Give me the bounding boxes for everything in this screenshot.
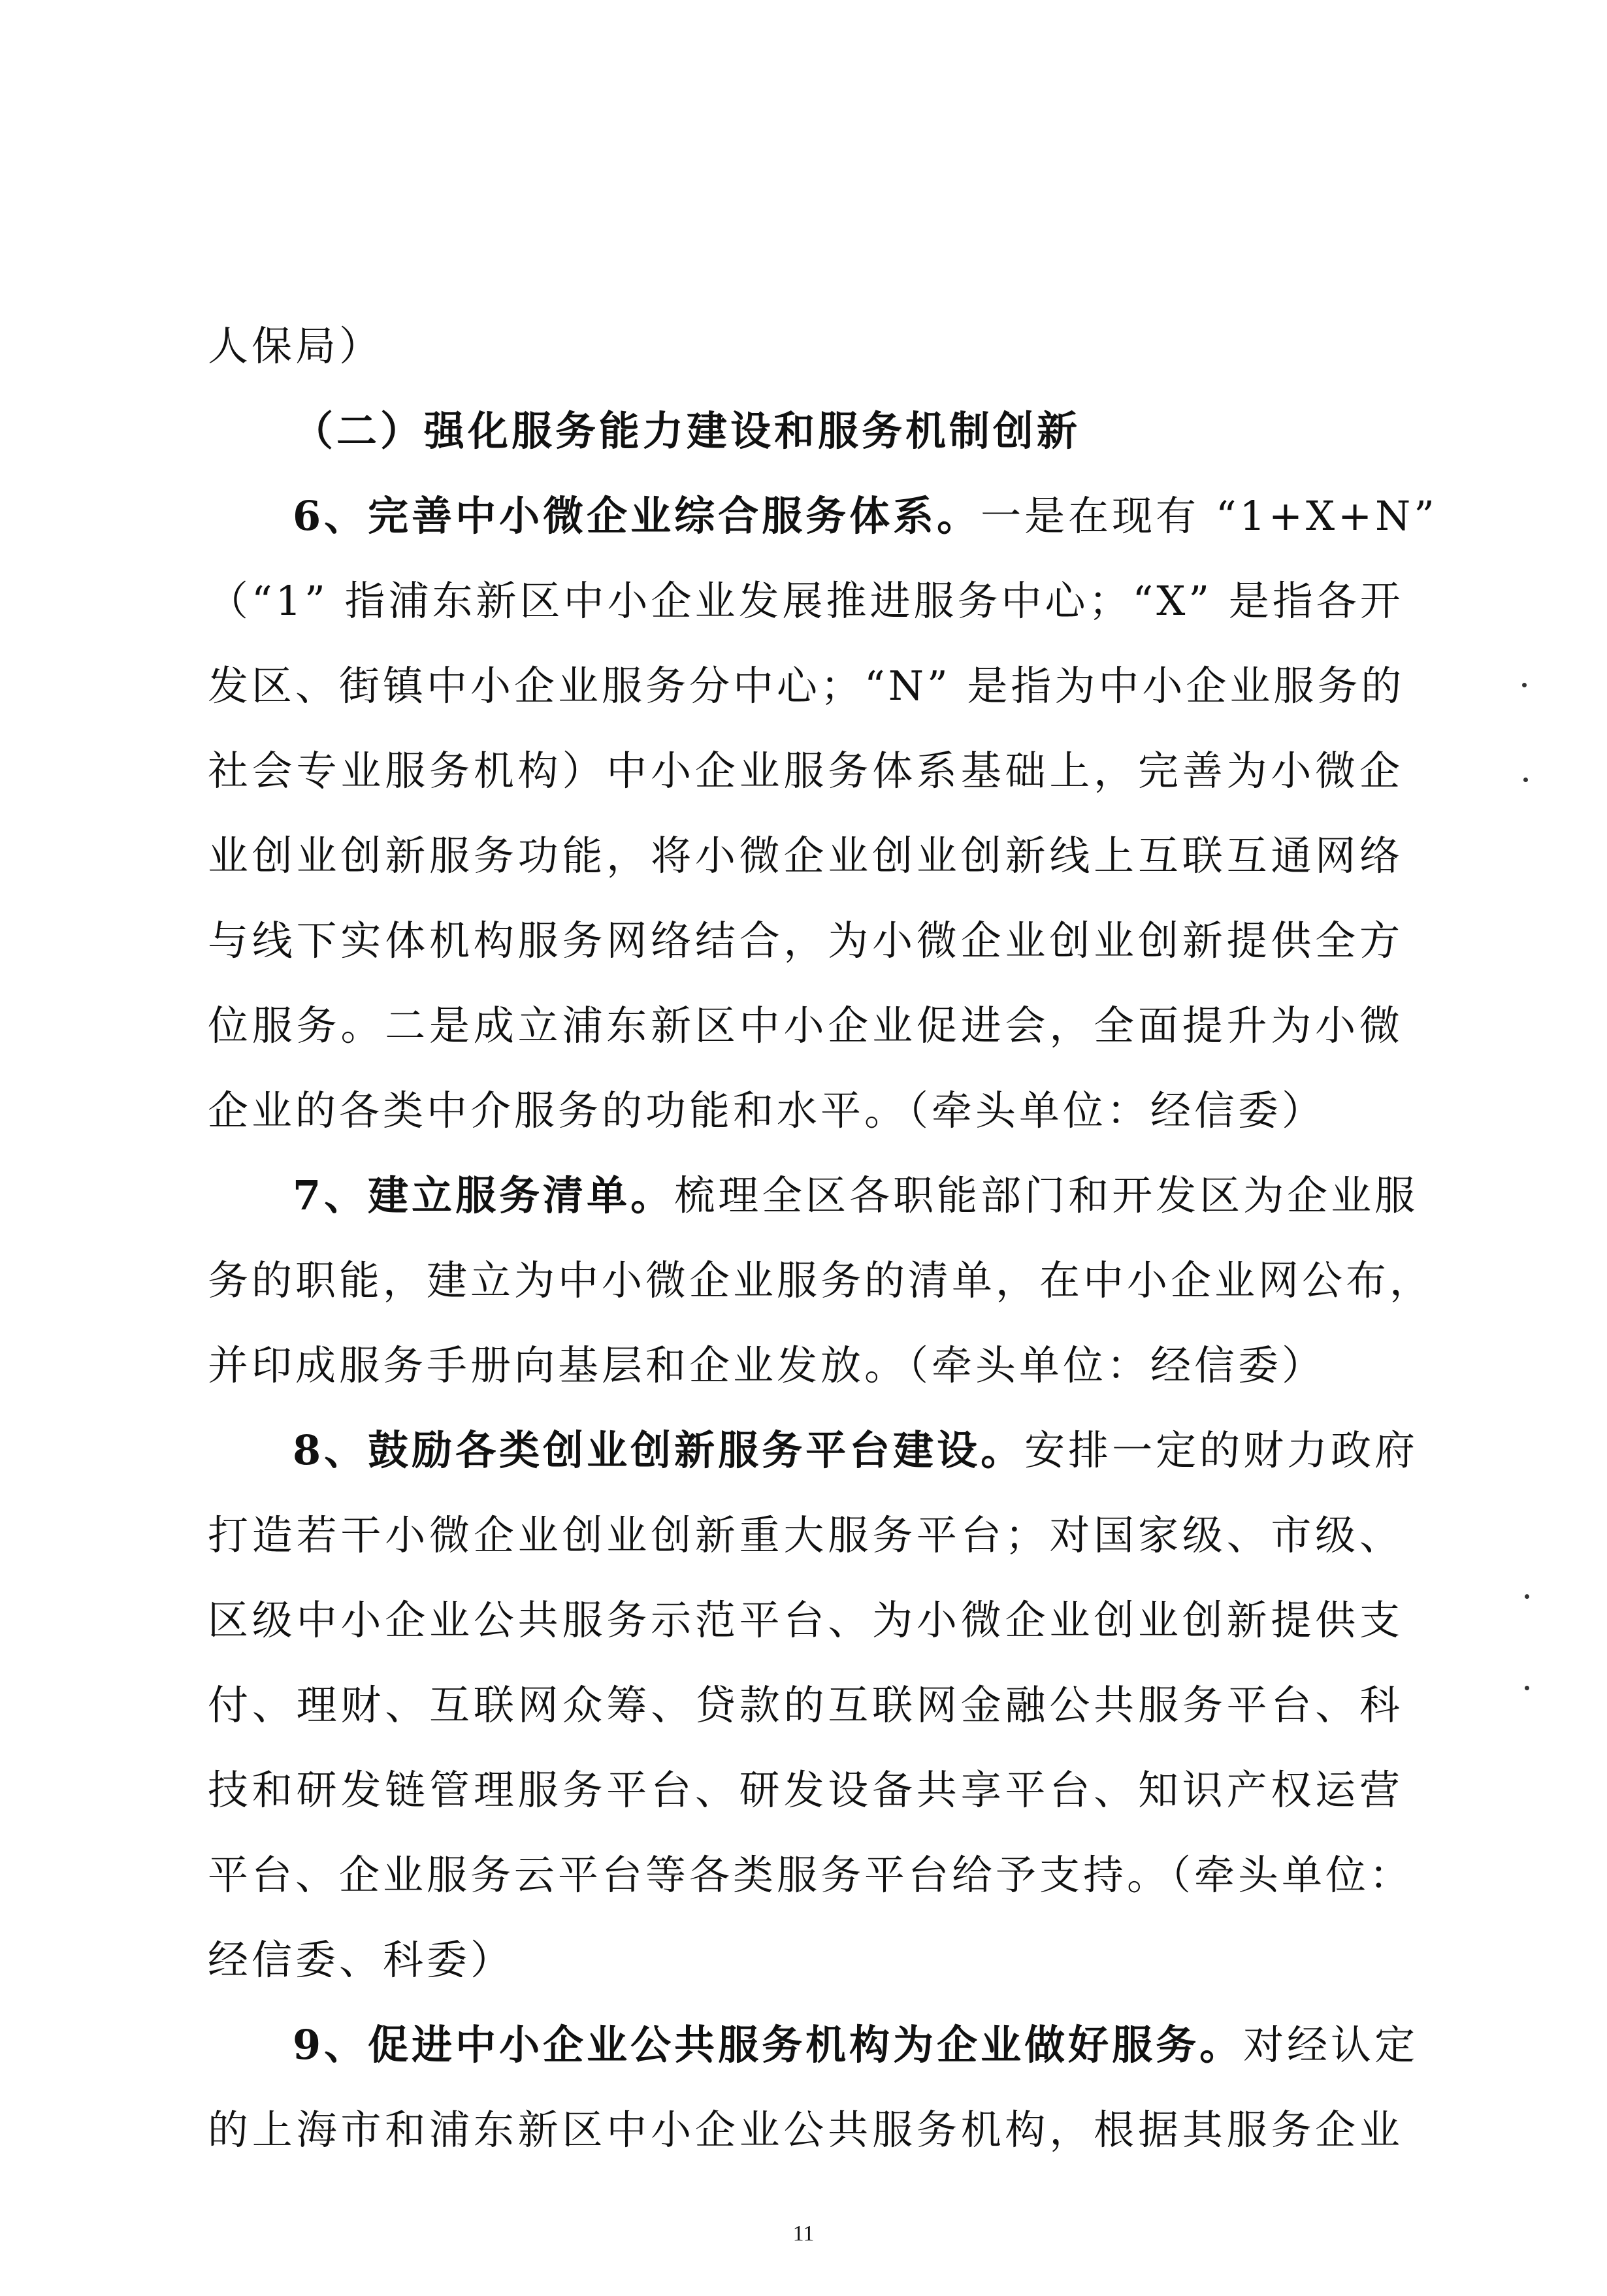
item-8-heading-line: 8、鼓励各类创业创新服务平台建设。安排一定的财力政府 — [293, 1426, 1419, 1474]
scan-speck — [1522, 683, 1527, 687]
scan-speck — [1523, 778, 1528, 782]
text-line: 并印成服务手册向基层和企业发放。（牵头单位：经信委） — [208, 1341, 1326, 1389]
text-line: 付、理财、互联网众筹、贷款的互联网金融公共服务平台、科 — [208, 1681, 1403, 1729]
text-line: 务的职能，建立为中小微企业服务的清单，在中小企业网公布， — [208, 1256, 1434, 1304]
text-line: 社会专业服务机构）中小企业服务体系基础上，完善为小微企 — [208, 747, 1403, 795]
text-line: 发区、街镇中小企业服务分中心；“N” 是指为中小企业服务的 — [208, 662, 1405, 710]
text-line: 技和研发链管理服务平台、研发设备共享平台、知识产权运营 — [208, 1766, 1403, 1814]
scan-speck — [1525, 1594, 1529, 1599]
page-number: 11 — [792, 2222, 815, 2246]
text-line: 平台、企业服务云平台等各类服务平台给予支持。（牵头单位： — [208, 1851, 1414, 1899]
text-line: 的上海市和浦东新区中小企业公共服务机构，根据其服务企业 — [208, 2106, 1403, 2154]
text-line: 与线下实体机构服务网络结合，为小微企业创业创新提供全方 — [208, 917, 1403, 964]
scan-speck — [1525, 1686, 1529, 1690]
text-line: 经信委、科委） — [208, 1936, 515, 1984]
text-line: 业创业创新服务功能，将小微企业创业创新线上互联互通网络 — [208, 832, 1403, 879]
item-9-title: 9、促进中小企业公共服务机构为企业做好服务。 — [293, 2021, 1244, 2069]
item-8-title: 8、鼓励各类创业创新服务平台建设。 — [293, 1426, 1025, 1474]
item-6-heading-line: 6、完善中小微企业综合服务体系。一是在现有 “1+X+N” — [293, 492, 1438, 540]
item-7-title: 7、建立服务清单。 — [293, 1172, 675, 1219]
item-7-heading-line: 7、建立服务清单。梳理全区各职能部门和开发区为企业服 — [293, 1172, 1419, 1219]
item-9-heading-line: 9、促进中小企业公共服务机构为企业做好服务。对经认定 — [293, 2021, 1419, 2069]
item-6-title: 6、完善中小微企业综合服务体系。 — [293, 492, 981, 540]
text-line: 人保局） — [208, 322, 383, 370]
text-line: 区级中小企业公共服务示范平台、为小微企业创业创新提供支 — [208, 1596, 1403, 1644]
text-line: （“1” 指浦东新区中小企业发展推进服务中心；“X” 是指各开 — [208, 577, 1404, 625]
text-line: 位服务。二是成立浦东新区中小企业促进会，全面提升为小微 — [208, 1002, 1403, 1049]
text-line: 企业的各类中介服务的功能和水平。（牵头单位：经信委） — [208, 1087, 1326, 1134]
section-heading: （二）强化服务能力建设和服务机制创新 — [293, 407, 1081, 455]
text-line: 打造若干小微企业创业创新重大服务平台；对国家级、市级、 — [208, 1511, 1403, 1559]
